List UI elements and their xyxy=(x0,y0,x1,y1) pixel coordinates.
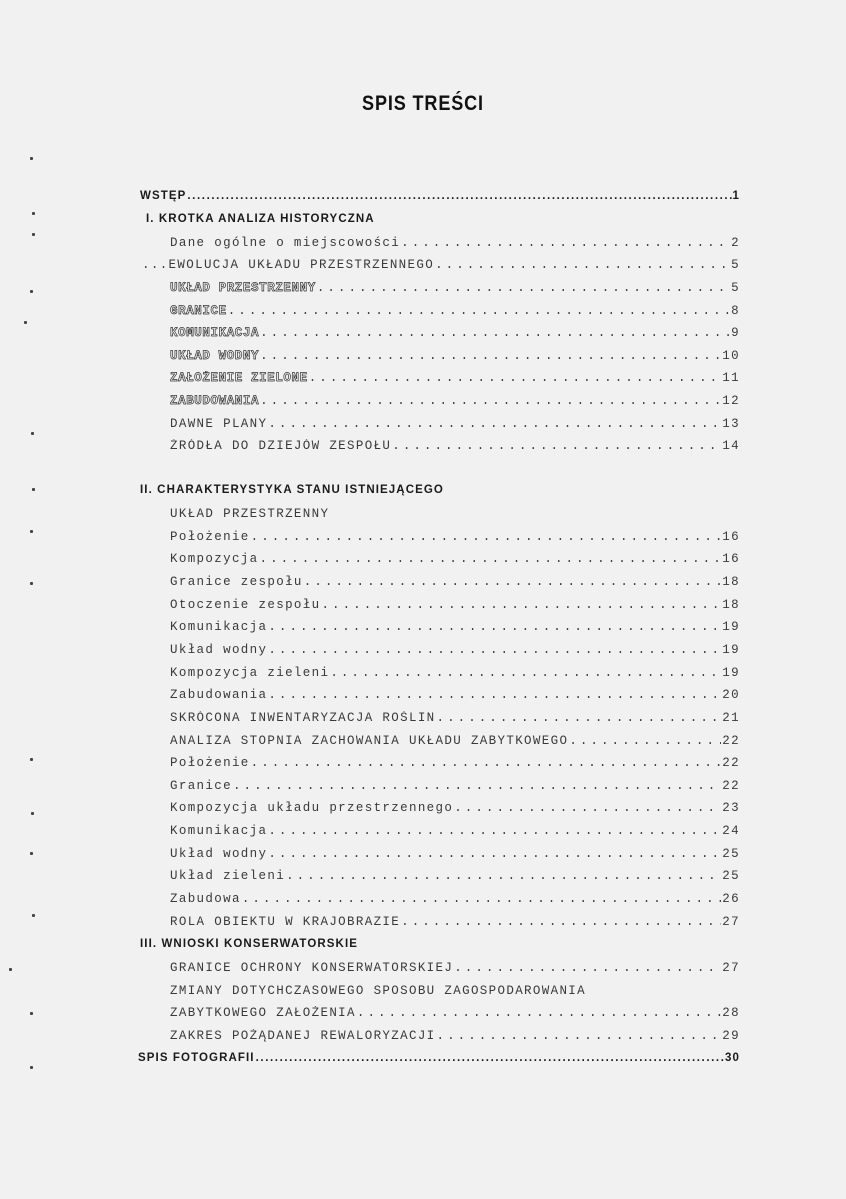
toc-entry-page-number: 12 xyxy=(722,394,740,408)
toc-entry-page-number: 27 xyxy=(722,961,740,975)
toc-entry-page-number: 29 xyxy=(722,1029,740,1043)
toc-leader-dots xyxy=(437,1029,722,1043)
toc-entry-page-number: 14 xyxy=(722,439,740,453)
toc-entry-label: ZAKRES POŻĄDANEJ REWALORYZACJI xyxy=(170,1029,436,1043)
toc-entry-label: ANALIZA STOPNIA ZACHOWANIA UKŁADU ZABYTKOWEGO xyxy=(170,734,569,748)
toc-entry-label: Zabudowania xyxy=(170,688,268,702)
margin-mark xyxy=(24,321,27,324)
toc-entry xyxy=(140,938,740,956)
toc-entry-label: Układ wodny xyxy=(170,643,268,657)
toc-leader-dots xyxy=(268,824,721,838)
toc-entry-label: KOMUNIKACJA xyxy=(170,326,260,340)
toc-entry xyxy=(170,552,740,570)
toc-entry-page-number: 22 xyxy=(722,734,740,748)
toc-entry-label: Granice xyxy=(170,779,232,793)
toc-entry-page-number: 27 xyxy=(722,915,740,929)
toc-leader-dots xyxy=(256,1052,724,1064)
toc-leader-dots xyxy=(454,801,721,815)
toc-entry-label: ...EWOLUCJA UKŁADU PRZESTRZENNEGO xyxy=(142,258,435,272)
toc-entry xyxy=(170,598,740,616)
toc-leader-dots xyxy=(233,779,721,793)
toc-entry xyxy=(170,620,740,638)
toc-entry-label: ROLA OBIEKTU W KRAJOBRAZIE xyxy=(170,915,401,929)
toc-entry-page-number: 28 xyxy=(722,1006,740,1020)
toc-entry xyxy=(170,643,740,661)
margin-mark xyxy=(30,758,33,761)
toc-leader-dots xyxy=(251,530,722,544)
toc-leader-dots xyxy=(268,847,721,861)
toc-leader-dots xyxy=(317,281,730,295)
toc-entry-label: ŹRÓDŁA DO DZIEJÓW ZESPOŁU xyxy=(170,439,392,453)
toc-entry xyxy=(170,371,740,389)
toc-entry-label: Położenie xyxy=(170,756,250,770)
toc-leader-dots xyxy=(401,236,730,250)
toc-entry-label: Granice zespołu xyxy=(170,575,303,589)
margin-mark xyxy=(30,290,33,293)
toc-leader-dots xyxy=(401,915,721,929)
toc-entry xyxy=(170,439,740,457)
toc-leader-dots xyxy=(260,326,730,340)
toc-entry-page-number: 10 xyxy=(722,349,740,363)
toc-entry xyxy=(170,666,740,684)
toc-leader-dots xyxy=(304,575,722,589)
toc-entry-label: ZAŁOŻENIE ZIELONE xyxy=(170,371,308,385)
toc-entry-label: III. WNIOSKI KONSERWATORSKIE xyxy=(140,938,359,950)
toc-leader-dots xyxy=(286,869,721,883)
toc-entry-page-number: 24 xyxy=(722,824,740,838)
toc-entry-page-number: 19 xyxy=(722,620,740,634)
toc-leader-dots xyxy=(260,394,721,408)
toc-entry-page-number: 21 xyxy=(722,711,740,725)
margin-mark xyxy=(32,233,35,236)
toc-entry xyxy=(170,304,740,322)
toc-leader-dots xyxy=(268,620,721,634)
toc-entry xyxy=(140,190,740,208)
margin-mark xyxy=(31,432,34,435)
toc-entry-page-number: 1 xyxy=(732,190,740,202)
toc-entry-label: Kompozycja xyxy=(170,552,259,566)
toc-entry xyxy=(170,236,740,254)
toc-entry-label: SKRÓCONA INWENTARYZACJA ROŚLIN xyxy=(170,711,436,725)
toc-leader-dots xyxy=(228,304,730,318)
toc-entry xyxy=(170,734,740,752)
toc-leader-dots xyxy=(437,711,722,725)
toc-entry-page-number: 25 xyxy=(722,869,740,883)
toc-entry xyxy=(170,756,740,774)
toc-entry-label: Układ zieleni xyxy=(170,869,286,883)
margin-mark xyxy=(30,1012,33,1015)
toc-leader-dots xyxy=(309,371,722,385)
toc-entry-page-number: 25 xyxy=(722,847,740,861)
toc-entry-page-number: 19 xyxy=(722,666,740,680)
toc-leader-dots xyxy=(268,643,721,657)
toc-entry-label: UKŁAD WODNY xyxy=(170,349,260,363)
toc-entry-label: Zabudowa xyxy=(170,892,241,906)
toc-leader-dots xyxy=(251,756,722,770)
toc-entry xyxy=(170,530,740,548)
toc-leader-dots xyxy=(268,417,721,431)
toc-entry-page-number: 20 xyxy=(722,688,740,702)
toc-entry-page-number: 5 xyxy=(731,281,740,295)
toc-entry-label: II. CHARAKTERYSTYKA STANU ISTNIEJĄCEGO xyxy=(140,484,444,496)
toc-entry xyxy=(170,394,740,412)
toc-entry-label: ZABYTKOWEGO ZAŁOŻENIA xyxy=(170,1006,356,1020)
margin-mark xyxy=(30,1066,33,1069)
toc-leader-dots xyxy=(330,666,721,680)
toc-entry-page-number: 30 xyxy=(725,1052,740,1064)
toc-entry-page-number: 13 xyxy=(722,417,740,431)
toc-entry-page-number: 8 xyxy=(731,304,740,318)
toc-entry-label: Otoczenie zespołu xyxy=(170,598,321,612)
toc-entry xyxy=(170,281,740,299)
toc-entry-page-number: 22 xyxy=(722,756,740,770)
toc-entry xyxy=(170,326,740,344)
toc-entry-page-number: 18 xyxy=(722,575,740,589)
toc-entry xyxy=(170,575,740,593)
margin-mark xyxy=(30,582,33,585)
toc-entry-page-number: 23 xyxy=(722,801,740,815)
toc-entry xyxy=(170,915,740,933)
toc-entry-page-number: 9 xyxy=(731,326,740,340)
toc-entry-page-number: 2 xyxy=(731,236,740,250)
toc-entry xyxy=(140,484,740,502)
toc-entry-page-number: 16 xyxy=(722,530,740,544)
toc-entry xyxy=(170,1006,740,1024)
margin-mark xyxy=(32,488,35,491)
margin-mark xyxy=(9,968,12,971)
toc-leader-dots xyxy=(242,892,721,906)
toc-entry xyxy=(142,258,740,276)
toc-entry xyxy=(170,417,740,435)
toc-entry-label: GRANICE xyxy=(170,304,227,318)
margin-mark xyxy=(30,852,33,855)
toc-entry-label: I. KRÓTKA ANALIZA HISTORYCZNA xyxy=(146,213,375,225)
toc-entry-label: Położenie xyxy=(170,530,250,544)
toc-entry xyxy=(170,349,740,367)
toc-entry xyxy=(170,869,740,887)
toc-entry xyxy=(170,507,740,525)
margin-mark xyxy=(31,812,34,815)
toc-entry xyxy=(170,711,740,729)
toc-entry-label: WSTĘP xyxy=(140,190,187,202)
toc-entry-page-number: 19 xyxy=(722,643,740,657)
toc-entry xyxy=(138,1052,740,1070)
toc-leader-dots xyxy=(569,734,721,748)
toc-entry-label: UKŁAD PRZESTRZENNY xyxy=(170,507,330,521)
toc-leader-dots xyxy=(187,190,731,202)
toc-leader-dots xyxy=(454,961,721,975)
page-title: SPIS TREŚCI xyxy=(362,92,484,115)
toc-entry-page-number: 26 xyxy=(722,892,740,906)
toc-leader-dots xyxy=(357,1006,721,1020)
toc-entry xyxy=(170,961,740,979)
toc-entry xyxy=(146,213,740,231)
margin-mark xyxy=(30,530,33,533)
toc-entry-page-number: 5 xyxy=(731,258,740,272)
toc-entry xyxy=(170,1029,740,1047)
toc-entry-label: GRANICE OCHRONY KONSERWATORSKIEJ xyxy=(170,961,454,975)
toc-entry-label: Kompozycja zieleni xyxy=(170,666,330,680)
toc-entry-label: Komunikacja xyxy=(170,620,268,634)
margin-mark xyxy=(30,157,33,160)
toc-entry xyxy=(170,892,740,910)
toc-entry xyxy=(170,984,740,1002)
toc-entry-page-number: 22 xyxy=(722,779,740,793)
toc-entry xyxy=(170,824,740,842)
toc-entry xyxy=(170,847,740,865)
toc-entry-page-number: 16 xyxy=(722,552,740,566)
toc-leader-dots xyxy=(435,258,730,272)
toc-entry-label: DAWNE PLANY xyxy=(170,417,268,431)
toc-entry xyxy=(170,779,740,797)
toc-leader-dots xyxy=(321,598,721,612)
toc-entry-label: Komunikacja xyxy=(170,824,268,838)
toc-entry-label: Dane ogólne o miejscowości xyxy=(170,236,401,250)
margin-mark xyxy=(32,914,35,917)
toc-entry-label: ZABUDOWANIA xyxy=(170,394,260,408)
toc-leader-dots xyxy=(260,552,722,566)
toc-entry xyxy=(170,801,740,819)
toc-entry-label: Układ wodny xyxy=(170,847,268,861)
toc-entry xyxy=(170,688,740,706)
margin-mark xyxy=(32,212,35,215)
toc-entry-page-number: 11 xyxy=(722,371,740,385)
toc-leader-dots xyxy=(268,688,721,702)
toc-entry-label: ZMIANY DOTYCHCZASOWEGO SPOSOBU ZAGOSPODAROWANIA xyxy=(170,984,587,998)
toc-leader-dots xyxy=(260,349,721,363)
toc-entry-label: UKŁAD PRZESTRZENNY xyxy=(170,281,316,295)
toc-entry-label: SPIS FOTOGRAFII xyxy=(138,1052,255,1064)
toc-entry-page-number: 18 xyxy=(722,598,740,612)
toc-leader-dots xyxy=(392,439,721,453)
toc-entry-label: Kompozycja układu przestrzennego xyxy=(170,801,454,815)
